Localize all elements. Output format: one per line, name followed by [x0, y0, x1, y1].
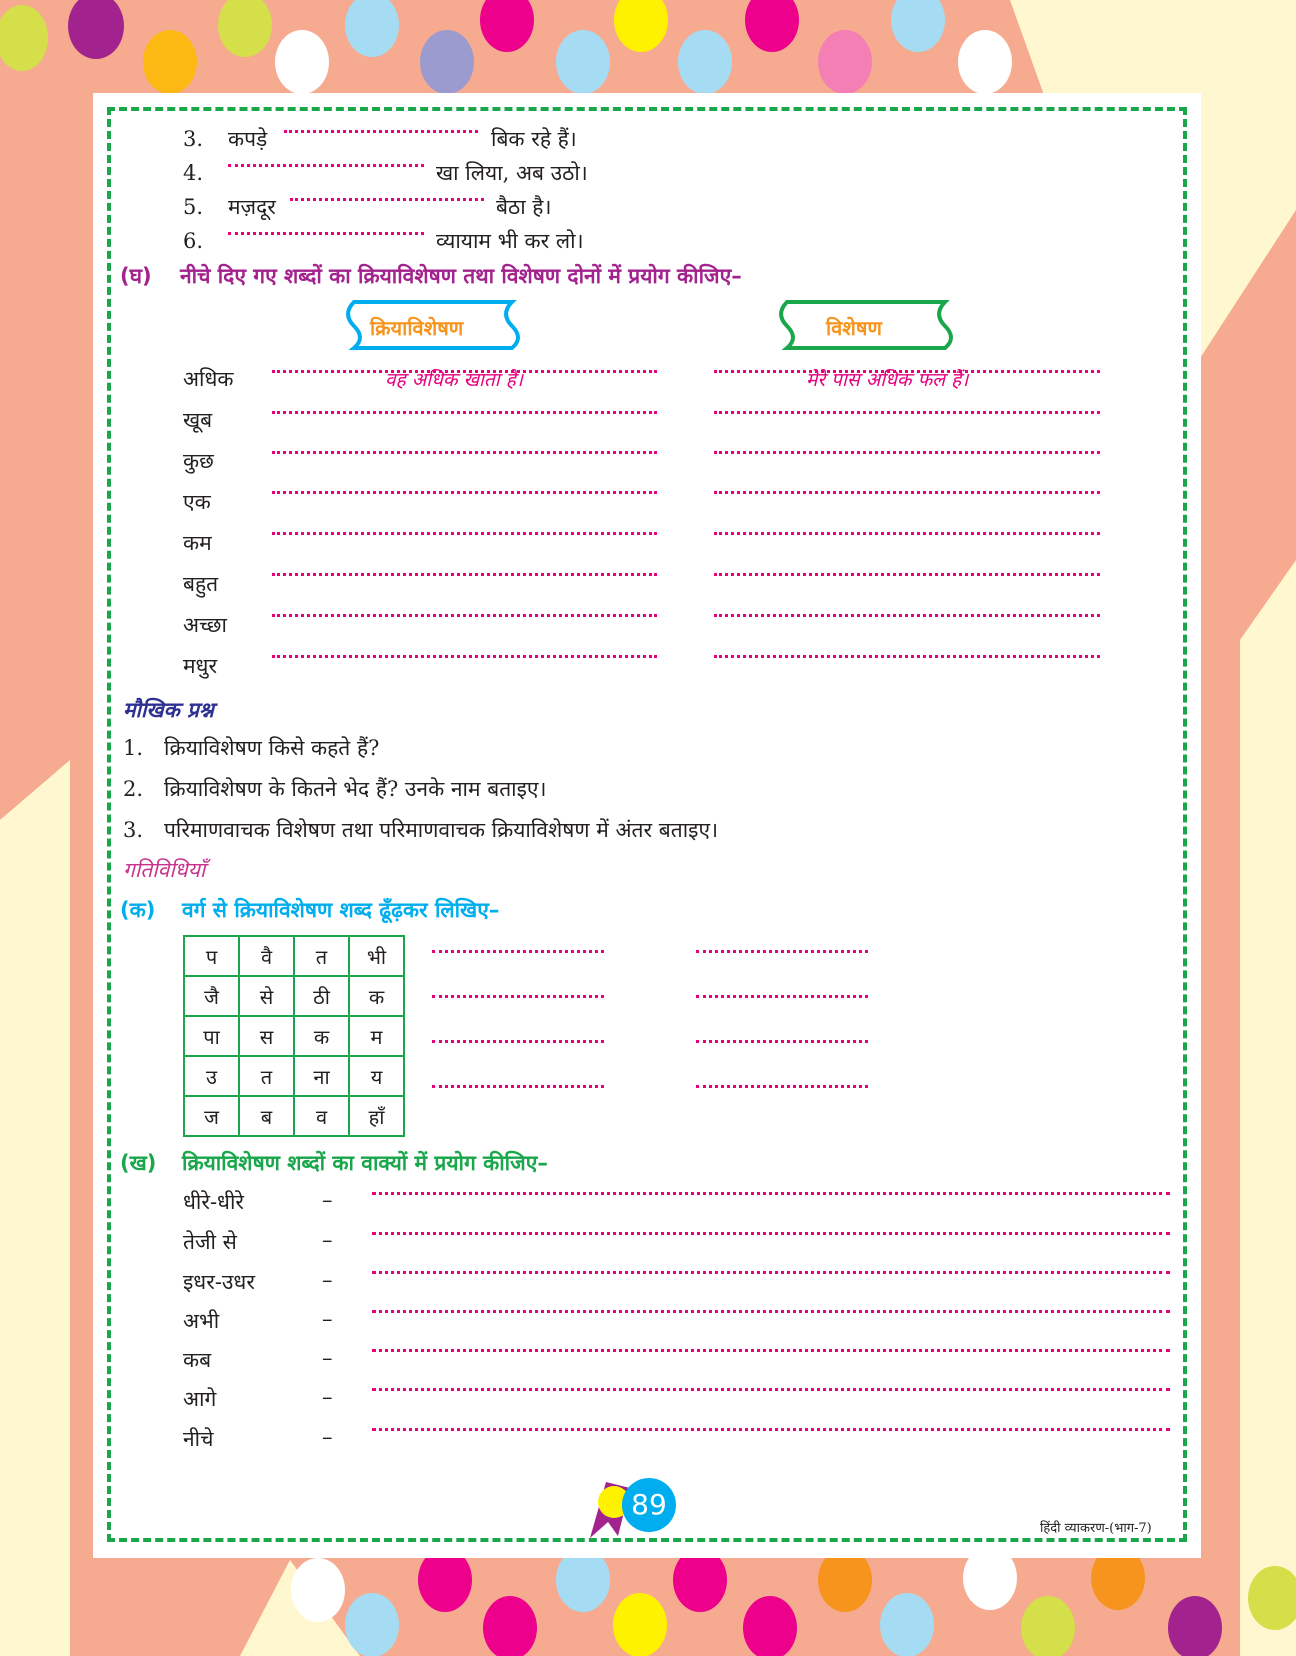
item-number: 6.	[183, 229, 204, 253]
word-label: अच्छा	[183, 613, 227, 637]
grid-cell[interactable]: वै	[239, 936, 294, 976]
grid-cell[interactable]: उ	[184, 1056, 239, 1096]
adverb-word: तेजी से	[183, 1230, 237, 1254]
sentence-line[interactable]	[372, 1271, 1170, 1274]
sentence-line[interactable]	[372, 1192, 1170, 1195]
answer-line-adjective[interactable]	[714, 532, 1100, 535]
question-number: 1.	[123, 736, 144, 760]
grid-cell[interactable]: त	[239, 1056, 294, 1096]
answer-line-adverb[interactable]	[272, 411, 657, 414]
sentence-line[interactable]	[372, 1310, 1170, 1313]
item-number: 4.	[183, 161, 204, 185]
item-after-text: खा लिया, अब उठो।	[436, 161, 588, 185]
dash-separator: –	[322, 1346, 333, 1370]
dash-separator: –	[322, 1188, 333, 1212]
grid-cell[interactable]: प	[184, 936, 239, 976]
sentence-line[interactable]	[372, 1349, 1170, 1352]
answer-line-adverb[interactable]	[272, 614, 657, 617]
word-label: मधुर	[183, 654, 218, 678]
word-label: अधिक	[183, 367, 234, 391]
answer-line-adverb[interactable]	[272, 491, 657, 494]
answer-line[interactable]	[696, 995, 868, 998]
adverb-word: धीरे-धीरे	[183, 1190, 244, 1214]
question-text: परिमाणवाचक विशेषण तथा परिमाणवाचक क्रियाविशेषण में अंतर बताइए।	[164, 818, 719, 842]
item-before-text: कपड़े	[228, 127, 268, 151]
blank-line[interactable]	[284, 130, 478, 133]
adverb-word: नीचे	[183, 1427, 214, 1451]
answer-line-adjective[interactable]	[714, 411, 1100, 414]
column-label-adverb: क्रियाविशेषण	[370, 316, 464, 340]
adverb-word: इधर-उधर	[183, 1270, 255, 1294]
answer-line-adverb[interactable]	[272, 573, 657, 576]
blank-line[interactable]	[228, 164, 424, 167]
answer-line[interactable]	[432, 1040, 604, 1043]
grid-cell[interactable]: ठी	[294, 976, 349, 1016]
sentence-line[interactable]	[372, 1388, 1170, 1391]
adverb-word: अभी	[183, 1309, 220, 1333]
example-adverb-sentence: वह अधिक खाता है।	[385, 369, 523, 391]
example-adjective-sentence: मेरे पास अधिक फल हैं।	[806, 369, 969, 391]
item-number: 3.	[183, 127, 204, 151]
question-number: 2.	[123, 777, 144, 801]
word-search-grid	[183, 935, 405, 1137]
item-after-text: बिक रहे हैं।	[491, 127, 577, 151]
dash-separator: –	[322, 1268, 333, 1292]
word-label: कम	[183, 531, 212, 555]
word-label: खूब	[183, 408, 213, 432]
word-label: कुछ	[183, 449, 214, 473]
grid-cell[interactable]: हाँ	[349, 1096, 404, 1136]
word-label: बहुत	[183, 572, 219, 596]
word-label: एक	[183, 490, 211, 514]
grid-cell[interactable]: ज	[184, 1096, 239, 1136]
grid-cell[interactable]: त	[294, 936, 349, 976]
column-label-adjective: विशेषण	[826, 316, 882, 340]
answer-line[interactable]	[432, 995, 604, 998]
grid-cell[interactable]: ब	[239, 1096, 294, 1136]
answer-line[interactable]	[696, 1040, 868, 1043]
question-text: क्रियाविशेषण के कितने भेद हैं? उनके नाम बताइए।	[164, 777, 547, 801]
answer-line-adverb[interactable]	[272, 655, 657, 658]
sentence-line[interactable]	[372, 1232, 1170, 1235]
item-number: 5.	[183, 195, 204, 219]
section-gha-title: नीचे दिए गए शब्दों का क्रियाविशेषण तथा विशेषण दोनों में प्रयोग कीजिए–	[180, 264, 742, 288]
answer-line-adverb[interactable]	[272, 451, 657, 454]
section-label-gha: (घ)	[120, 264, 152, 288]
section-kha-title: क्रियाविशेषण शब्दों का वाक्यों में प्रयोग कीजिए–	[182, 1151, 548, 1175]
section-label-ka: (क)	[120, 898, 156, 922]
grid-cell[interactable]: स	[239, 1016, 294, 1056]
answer-line[interactable]	[696, 950, 868, 953]
oral-questions-title: मौखिक प्रश्न	[123, 698, 214, 722]
dash-separator: –	[322, 1307, 333, 1331]
answer-line-adjective[interactable]	[714, 491, 1100, 494]
question-text: क्रियाविशेषण किसे कहते हैं?	[164, 736, 380, 760]
dash-separator: –	[322, 1385, 333, 1409]
adverb-word: कब	[183, 1348, 212, 1372]
adverb-word: आगे	[183, 1387, 217, 1411]
grid-cell[interactable]: य	[349, 1056, 404, 1096]
grid-cell[interactable]: क	[294, 1016, 349, 1056]
grid-cell[interactable]: क	[349, 976, 404, 1016]
blank-line[interactable]	[228, 232, 424, 235]
grid-cell[interactable]: ना	[294, 1056, 349, 1096]
answer-line-adverb[interactable]	[272, 532, 657, 535]
answer-line-adjective[interactable]	[714, 451, 1100, 454]
item-after-text: व्यायाम भी कर लो।	[436, 229, 584, 253]
answer-line[interactable]	[432, 950, 604, 953]
answer-line[interactable]	[696, 1085, 868, 1088]
question-number: 3.	[123, 818, 144, 842]
item-after-text: बैठा है।	[496, 195, 552, 219]
blank-line[interactable]	[290, 198, 484, 201]
dash-separator: –	[322, 1425, 333, 1449]
grid-cell[interactable]: व	[294, 1096, 349, 1136]
page-number: 89	[622, 1478, 676, 1532]
answer-line-adjective[interactable]	[714, 655, 1100, 658]
activities-title: गतिविधियाँ	[123, 858, 206, 882]
item-before-text: मज़दूर	[228, 195, 276, 219]
grid-cell[interactable]: भी	[349, 936, 404, 976]
sentence-line[interactable]	[372, 1428, 1170, 1431]
answer-line-adjective[interactable]	[714, 614, 1100, 617]
grid-cell[interactable]: म	[349, 1016, 404, 1056]
grid-cell[interactable]: से	[239, 976, 294, 1016]
grid-cell[interactable]: जै	[184, 976, 239, 1016]
answer-line[interactable]	[432, 1085, 604, 1088]
book-footer: हिंदी व्याकरण-(भाग-7)	[1040, 1521, 1152, 1536]
answer-line-adjective[interactable]	[714, 573, 1100, 576]
dash-separator: –	[322, 1228, 333, 1252]
section-ka-title: वर्ग से क्रियाविशेषण शब्द ढूँढ़कर लिखिए–	[182, 898, 500, 922]
section-label-kha: (ख)	[120, 1151, 157, 1175]
grid-cell[interactable]: पा	[184, 1016, 239, 1056]
